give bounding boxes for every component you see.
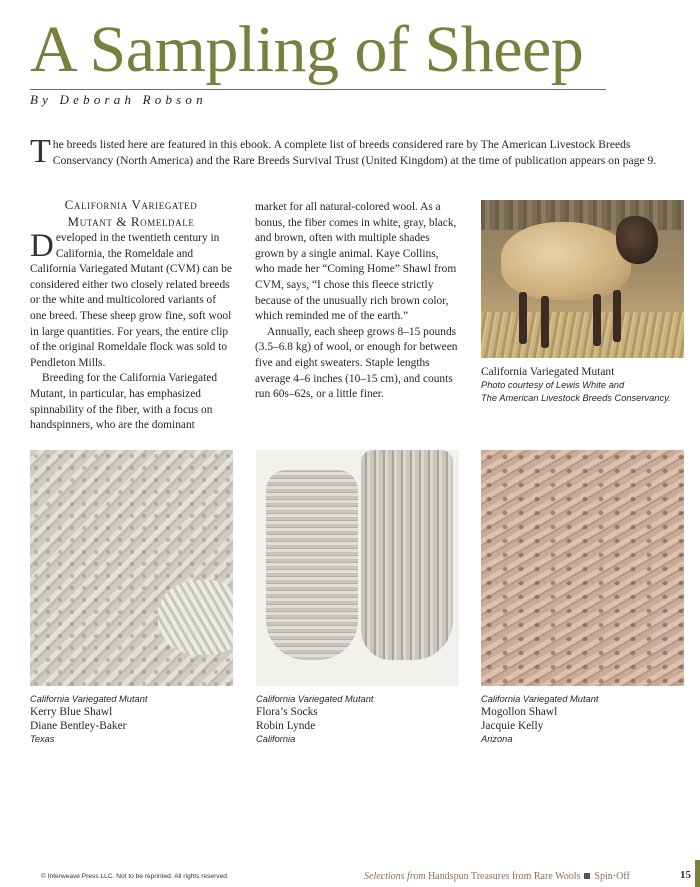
caption-breed: California Variegated Mutant — [481, 694, 599, 704]
intro-text: he breeds listed here are featured in this ebook. A complete list of breeds considered rare by The American Livestock Breeds Conservancy (North America) and the Rare Breeds Survival Trust (United Kingdom) at the time of publication appears on page 9. — [52, 138, 657, 167]
caption-breed: California Variegated Mutant — [256, 694, 374, 704]
article-column-1 — [30, 196, 232, 434]
caption-item: Flora’s Socks — [256, 706, 318, 718]
yarn-skein — [158, 580, 233, 655]
photo-grass — [481, 312, 684, 358]
footer-book-title: Handspun Treasures from Rare Wools — [428, 871, 581, 882]
article-paragraph-1-text: eveloped in the twentieth century in California, the Romeldale and California Variegated Mutant (CVM) can be considered either two closely related breeds or the white and multicolored variants of one breed. These sheep grow fine, soft wool in large quantities. For years, the entire clip of the original Romeldale flock was sold to Pendleton Mills. — [30, 232, 232, 369]
floras-socks-photo — [256, 450, 459, 686]
caption-breed: California Variegated Mutant — [30, 694, 148, 704]
caption-location: California — [256, 734, 296, 744]
article-paragraph-1 — [30, 228, 232, 371]
sheep-leg — [541, 296, 549, 348]
kerry-blue-shawl-photo — [30, 450, 233, 686]
footer-publication — [364, 871, 630, 882]
main-photo-credit-line1: Photo courtesy of Lewis White and — [481, 380, 625, 390]
footer-magazine: Spin·Off — [594, 871, 630, 882]
byline: By Deborah Robson — [30, 92, 207, 107]
article-paragraph-2: Breeding for the California Variegated Mutant, in particular, has emphasized spinnability of the fiber, with a focus on handspinners, who are the dominant — [30, 372, 218, 432]
caption-maker: Jacquie Kelly — [481, 719, 544, 732]
caption-maker: Diane Bentley-Baker — [30, 719, 127, 732]
intro-drop-cap: T — [30, 133, 51, 170]
main-photo-caption — [481, 365, 691, 405]
article-heading — [30, 196, 232, 230]
sock-right — [361, 450, 453, 660]
main-photo-credit-line2: The American Livestock Breeds Conservancy. — [481, 393, 671, 403]
sheep-leg — [593, 294, 601, 346]
sheep-leg — [613, 290, 621, 342]
page-title: A Sampling of Sheep — [30, 13, 584, 86]
caption-maker: Robin Lynde — [256, 719, 316, 732]
footer-selections: Selections from — [364, 871, 426, 882]
main-photo-caption-title: California Variegated Mutant — [481, 366, 615, 378]
gallery-caption-1 — [30, 693, 235, 746]
gallery-caption-3 — [481, 693, 686, 746]
mogollon-shawl-photo — [481, 450, 684, 686]
article-heading-line2: Mutant & Romeldale — [67, 214, 195, 229]
sock-left — [266, 470, 358, 660]
caption-item: Kerry Blue Shawl — [30, 706, 113, 718]
article-heading-line1: California Variegated — [64, 197, 198, 212]
title-rule — [30, 89, 606, 90]
lace-pattern — [481, 450, 684, 686]
sheep-leg — [519, 292, 527, 344]
sheep-body — [501, 222, 631, 300]
footer-accent-bar — [695, 860, 700, 887]
article-paragraph-3: Annually, each sheep grows 8–15 pounds (3.5–6.8 kg) of wool, or enough for between five and eight sweaters. Staple lengths average 4–6 inches (10–15 cm), and counts run 60s–62s, or a little finer. — [255, 325, 458, 401]
caption-location: Arizona — [481, 734, 513, 744]
caption-item: Mogollon Shawl — [481, 706, 558, 718]
caption-location: Texas — [30, 734, 55, 744]
sheep-photo — [481, 200, 684, 358]
square-bullet-icon — [584, 873, 590, 879]
page-number: 15 — [680, 869, 691, 881]
article-drop-cap: D — [30, 228, 54, 264]
article-column-2 — [255, 200, 460, 403]
footer-copyright: © Interweave Press LLC. Not to be reprinted. All rights reserved. — [41, 873, 229, 880]
sheep-head — [616, 216, 658, 264]
gallery-caption-2 — [256, 693, 461, 746]
article-paragraph-2-continued: market for all natural-colored wool. As a bonus, the fiber comes in white, gray, black, and brown, often with multiple shades grown by a single animal. Kaye Collins, who made her “Coming Home” Shawl from CVM, says, “I chose this fleece strictly because of the unusually rich brown color, which reminded me of the earth.” — [255, 201, 457, 323]
intro-paragraph — [30, 133, 682, 170]
